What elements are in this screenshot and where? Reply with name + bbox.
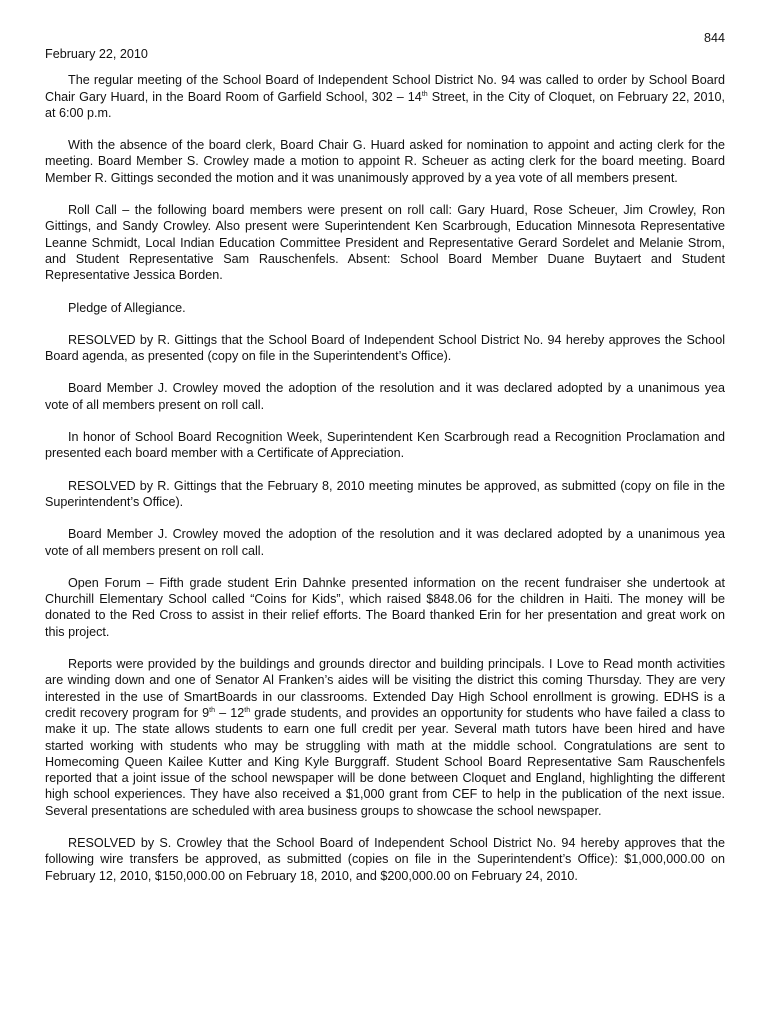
ordinal-suffix: th <box>421 90 428 98</box>
paragraph-adoption-agenda: Board Member J. Crowley moved the adoption of the resolution and it was declared adopted by a unanimous yea vote of all members present on roll call. <box>45 381 725 412</box>
reports-text-cont: – 12 <box>215 705 245 720</box>
meeting-date: February 22, 2010 <box>45 47 148 61</box>
paragraph-resolved-transfers: RESOLVED by S. Crowley that the School Board of Independent School District No. 94 hereby approves that the following wire transfers be approved, as submitted (copies on file in the Superintendent’s Office): $1,000,000.00 on February 12, 2010, $150,000.00 on February 18, 2010, and $200,000.00 on February 24, 2010. <box>45 835 725 883</box>
paragraph-acting-clerk: With the absence of the board clerk, Board Chair G. Huard asked for nomination to appoint and acting clerk for the meeting. Board Member S. Crowley made a motion to appoint R. Scheuer as acting clerk for the board meeting. Board Member R. Gittings seconded the motion and it was unanimously approved by a yea vote of all members present. <box>45 138 725 185</box>
reports-text: Reports were provided by the buildings and grounds director and building principals. I Love to Read month activities are winding down and one of Senator Al Franken’s aides will be visiting the district this coming Thursday. They are very interested in the use of SmartBoards in our classrooms. Extended Day High School enrollment is growing. EDHS is a credit recovery program for 9 <box>45 657 725 720</box>
paragraph-resolved-minutes: RESOLVED by R. Gittings that the February 8, 2010 meeting minutes be approved, as submitted (copy on file in the Superintendent’s Office). <box>45 478 725 509</box>
paragraph-call-to-order <box>45 72 725 121</box>
page-number: 844 <box>703 31 725 45</box>
paragraph-pledge: Pledge of Allegiance. <box>68 300 186 315</box>
paragraph-resolved-agenda: RESOLVED by R. Gittings that the School Board of Independent School District No. 94 hereby approves the School Board agenda, as presented (copy on file in the Superintendent’s Office). <box>45 332 725 364</box>
paragraph-reports <box>45 656 725 819</box>
call-to-order-text: The regular meeting of the School Board of Independent School District No. 94 was called to order by School Board Chair Gary Huard, in the Board Room of Garfield School, 302 – 14 <box>45 73 725 104</box>
paragraph-recognition: In honor of School Board Recognition Week, Superintendent Ken Scarbrough read a Recognition Proclamation and presented each board member with a Certificate of Appreciation. <box>45 430 725 461</box>
ordinal-suffix: th <box>244 706 251 714</box>
reports-text-end: grade students, and provides an opportunity for students who have failed a class to make it up. The state allows students to earn one full credit per year. Several math tutors have been hired and have started working with students who may be struggling with math at the middle school. Congratulations are sent to Homecoming Queen Kailee Kutter and King Kyle Burggraff. Student School Board Representative Sam Rauschenfels reported that a joint issue of the school newspaper will be done between Cloquet and England, highlighting the different high school experiences. They have also received a $1,000 grant from CEF to help in the publication of the next issue. Several presentations are scheduled with area business groups to showcase the school newspaper. <box>45 705 725 818</box>
ordinal-suffix: th <box>209 706 215 714</box>
call-to-order-text-cont: Street, in the City of Cloquet, on February 22, 2010, at 6:00 p.m. <box>45 89 726 120</box>
paragraph-adoption-minutes: Board Member J. Crowley moved the adoption of the resolution and it was declared adopted by a unanimous yea vote of all members present on roll call. <box>45 527 725 558</box>
paragraph-roll-call: Roll Call – the following board members were present on roll call: Gary Huard, Rose Scheuer, Jim Crowley, Ron Gittings, and Sandy Crowley. Also present were Superintendent Ken Scarbrough, Education Minnesota Representative Leanne Schmidt, Local Indian Education Committee President and Representative Gerard Sordelet and Melanie Strom, and Student Representative Sam Rauschenfels. Absent: School Board Member Duane Buytaert and Student Representative Jessica Borden. <box>45 203 725 283</box>
paragraph-open-forum: Open Forum – Fifth grade student Erin Dahnke presented information on the recent fundraiser she undertook at Churchill Elementary School called “Coins for Kids”, which raised $848.06 for the children in Haiti. The money will be donated to the Red Cross to assist in their relief efforts. The Board thanked Erin for her presentation and great work on this project. <box>45 575 725 639</box>
